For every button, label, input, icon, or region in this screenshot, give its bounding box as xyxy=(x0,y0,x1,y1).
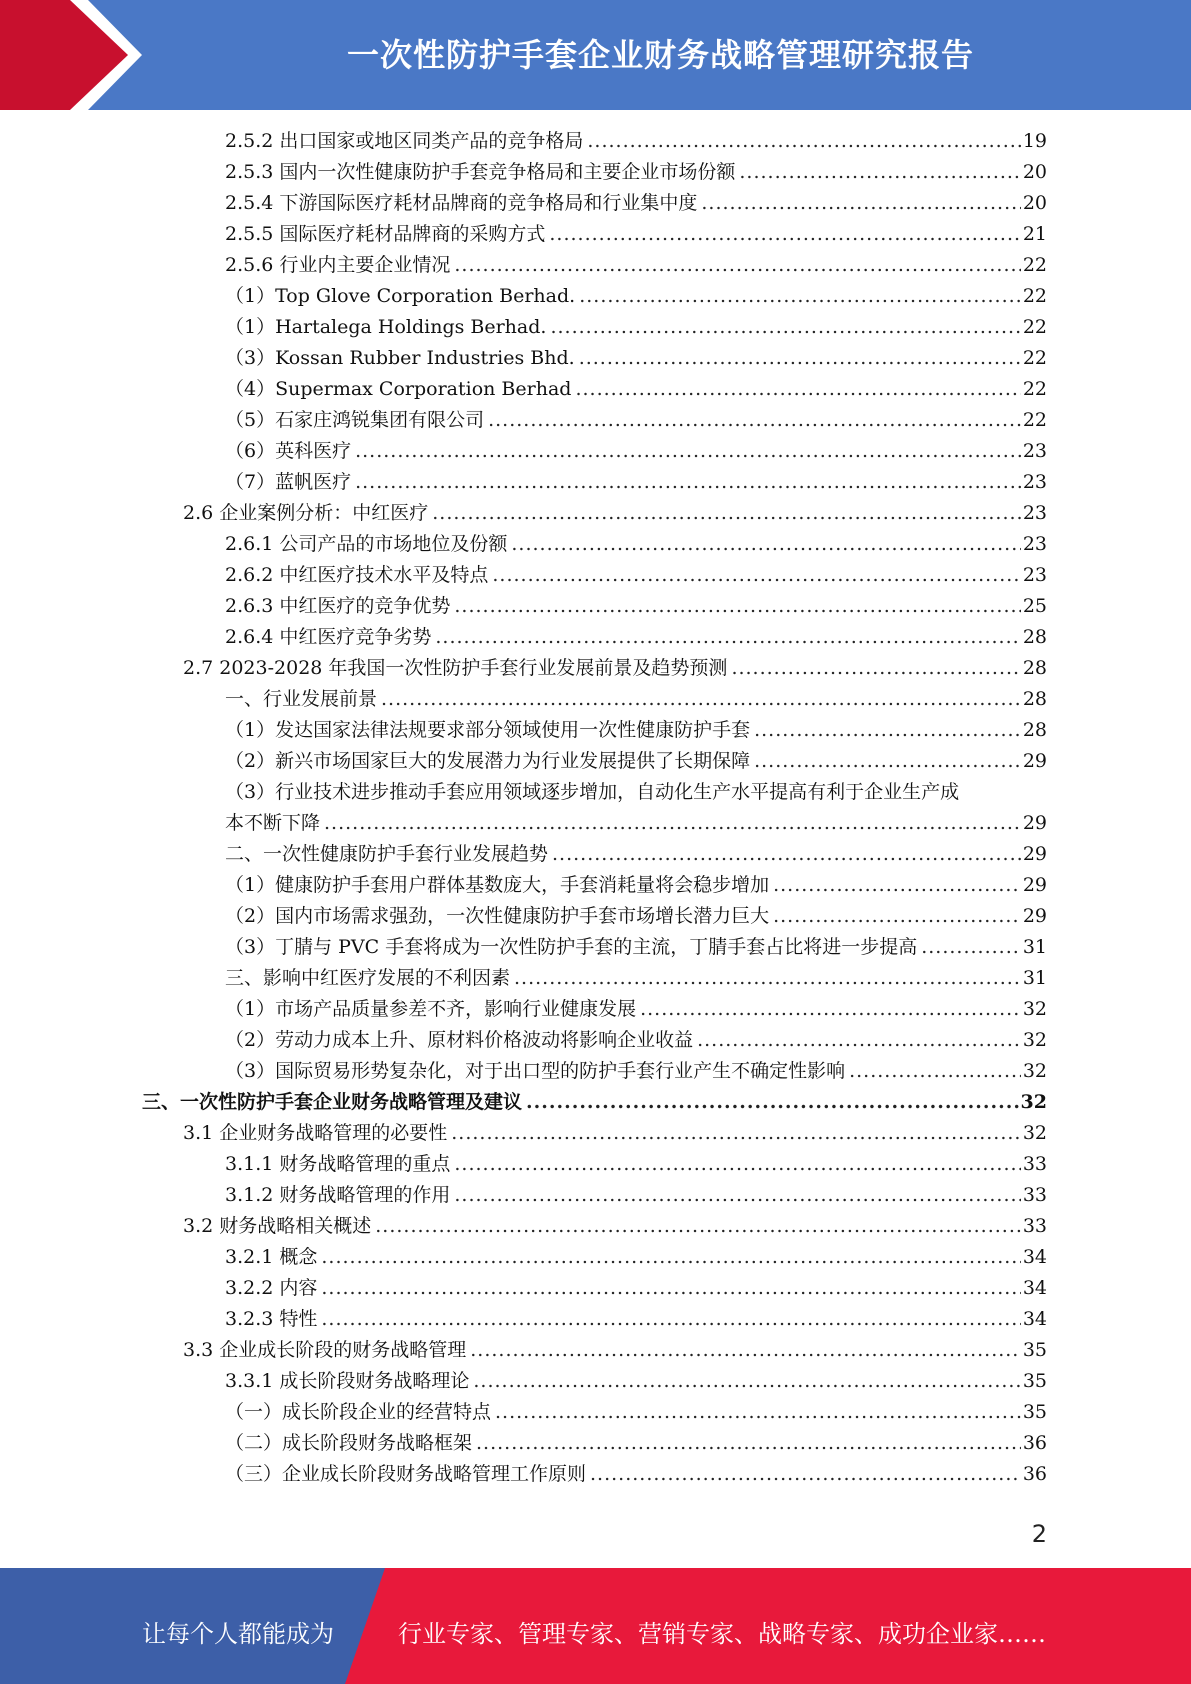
toc-entry[interactable]: （1）Top Glove Corporation Berhad. ..... 22 xyxy=(225,283,1047,310)
toc-chapter-entry[interactable]: 三、一次性防护手套企业财务战略管理及建议 ..... 32 xyxy=(142,1089,1047,1116)
toc-entry[interactable]: 3.1.2 财务战略管理的作用 ..... 33 xyxy=(225,1182,1047,1209)
toc-entry[interactable]: 2.6.4 中红医疗竞争劣势 ..... 28 xyxy=(225,624,1047,651)
toc-entry[interactable]: 3.1.1 财务战略管理的重点 ..... 33 xyxy=(225,1151,1047,1178)
toc-entry[interactable]: 3.1 企业财务战略管理的必要性 ..... 32 xyxy=(183,1120,1047,1147)
footer-slogan-right: 行业专家、管理专家、营销专家、战略专家、成功企业家…… xyxy=(398,1620,1046,1648)
toc-entry[interactable]: 3.2.2 内容 ..... 34 xyxy=(225,1275,1047,1302)
toc-entry[interactable]: 2.5.5 国际医疗耗材品牌商的采购方式 ..... 21 xyxy=(225,221,1047,248)
toc-entry[interactable]: 2.5.6 行业内主要企业情况 ..... 22 xyxy=(225,252,1047,279)
toc-entry-first-line[interactable]: （3）行业技术进步推动手套应用领域逐步增加，自动化生产水平提高有利于企业生产成 xyxy=(225,781,960,803)
toc-entry[interactable]: 3.2.3 特性 ..... 34 xyxy=(225,1306,1047,1333)
toc-entry[interactable]: 本不断下降 ..... 29 xyxy=(225,810,1047,837)
toc-entry[interactable]: （7）蓝帆医疗 ..... 23 xyxy=(225,469,1047,496)
toc-entry[interactable]: （1）市场产品质量参差不齐，影响行业健康发展 ..... 32 xyxy=(225,996,1047,1023)
toc-entry[interactable]: 3.3.1 成长阶段财务战略理论 ..... 35 xyxy=(225,1368,1047,1395)
toc-entry[interactable]: 2.6 企业案例分析：中红医疗 ..... 23 xyxy=(183,500,1047,527)
toc-entry[interactable]: 2.5.4 下游国际医疗耗材品牌商的竞争格局和行业集中度 ..... 20 xyxy=(225,190,1047,217)
footer-slogan-left: 让每个人都能成为 xyxy=(142,1620,334,1648)
toc-entry[interactable]: 三、影响中红医疗发展的不利因素 ..... 31 xyxy=(225,965,1047,992)
toc-entry[interactable]: 2.6.3 中红医疗的竞争优势 ..... 25 xyxy=(225,593,1047,620)
page-footer xyxy=(0,1568,1191,1684)
toc-entry[interactable]: 2.6.2 中红医疗技术水平及特点 ..... 23 xyxy=(225,562,1047,589)
toc-entry[interactable]: （一）成长阶段企业的经营特点 ..... 35 xyxy=(225,1399,1047,1426)
toc-entry[interactable]: （3）Kossan Rubber Industries Bhd. ..... 22 xyxy=(225,345,1047,372)
header-red-arrow xyxy=(0,0,150,110)
toc-entry[interactable]: （2）劳动力成本上升、原材料价格波动将影响企业收益 ..... 32 xyxy=(225,1027,1047,1054)
report-title: 一次性防护手套企业财务战略管理研究报告 xyxy=(346,36,974,74)
toc-entry[interactable]: （5）石家庄鸿锐集团有限公司 ..... 22 xyxy=(225,407,1047,434)
toc-entry[interactable]: （2）新兴市场国家巨大的发展潜力为行业发展提供了长期保障 ..... 29 xyxy=(225,748,1047,775)
toc-entry[interactable]: （三）企业成长阶段财务战略管理工作原则 ..... 36 xyxy=(225,1461,1047,1488)
toc-entry[interactable]: （3）国际贸易形势复杂化，对于出口型的防护手套行业产生不确定性影响 ..... 32 xyxy=(225,1058,1047,1085)
toc-entry[interactable]: （4）Supermax Corporation Berhad ..... 22 xyxy=(225,376,1047,403)
toc-entry[interactable]: 2.7 2023-2028 年我国一次性防护手套行业发展前景及趋势预测 ..... 28 xyxy=(183,655,1047,682)
toc-entry[interactable]: 2.6.1 公司产品的市场地位及份额 ..... 23 xyxy=(225,531,1047,558)
page-header xyxy=(0,0,1191,110)
toc-entry[interactable]: 3.3 企业成长阶段的财务战略管理 ..... 35 xyxy=(183,1337,1047,1364)
toc-entry[interactable]: （1）发达国家法律法规要求部分领域使用一次性健康防护手套 ..... 28 xyxy=(225,717,1047,744)
toc-entry[interactable]: （6）英科医疗 ..... 23 xyxy=(225,438,1047,465)
toc-entry[interactable]: 一、行业发展前景 ..... 28 xyxy=(225,686,1047,713)
toc-entry[interactable]: 2.5.3 国内一次性健康防护手套竞争格局和主要企业市场份额 ..... 20 xyxy=(225,159,1047,186)
toc-entry[interactable]: （二）成长阶段财务战略框架 ..... 36 xyxy=(225,1430,1047,1457)
toc-entry[interactable]: 3.2 财务战略相关概述 ..... 33 xyxy=(183,1213,1047,1240)
page-number: 2 xyxy=(1031,1520,1047,1548)
toc-entry[interactable]: （1）Hartalega Holdings Berhad. ..... 22 xyxy=(225,314,1047,341)
toc-entry[interactable]: 2.5.2 出口国家或地区同类产品的竞争格局 ..... 19 xyxy=(225,128,1047,155)
toc-entry[interactable]: （1）健康防护手套用户群体基数庞大，手套消耗量将会稳步增加 ..... 29 xyxy=(225,872,1047,899)
toc-entry[interactable]: （2）国内市场需求强劲，一次性健康防护手套市场增长潜力巨大 ..... 29 xyxy=(225,903,1047,930)
toc-entry[interactable]: 二、一次性健康防护手套行业发展趋势 ..... 29 xyxy=(225,841,1047,868)
toc-entry[interactable]: 3.2.1 概念 ..... 34 xyxy=(225,1244,1047,1271)
toc-entry[interactable]: （3）丁腈与 PVC 手套将成为一次性防护手套的主流，丁腈手套占比将进一步提高 ..... 31 xyxy=(225,934,1047,961)
